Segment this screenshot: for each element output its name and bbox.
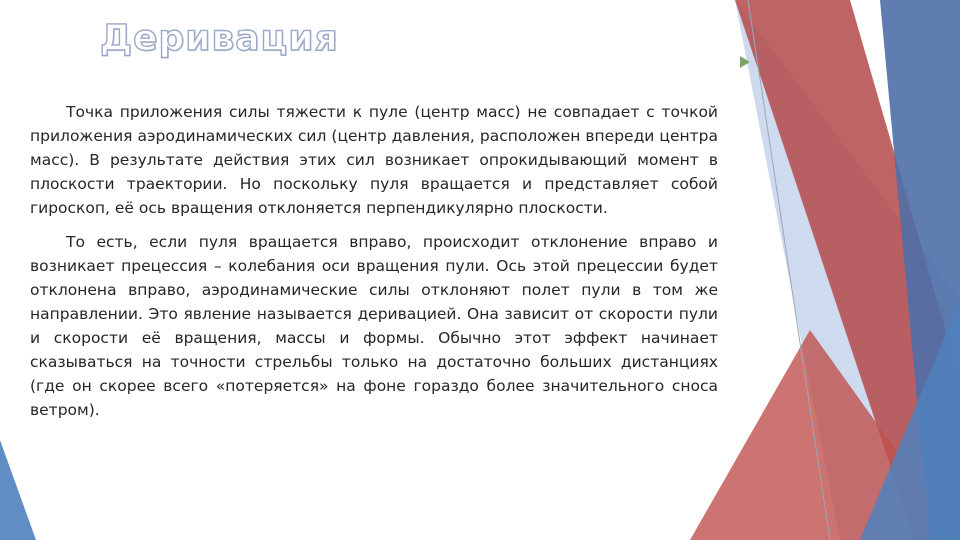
- slide-title: Деривация: [100, 18, 339, 59]
- slide-body: [30, 100, 718, 432]
- paragraph-2: То есть, если пуля вращается вправо, происходит отклонение вправо и возникает прецессия – колебания оси вращения пули. Ось этой прецессии будет отклонена вправо, аэродинамические силы отклоняют полет пули в том же направлении. Это явление называется деривацией. Она зависит от скорости пули и скорости её вращения, массы и формы. Обычно этот эффект начинает сказываться на точности стрельбы только на достаточно больших дистанциях (где он скорее всего «потеряется» на фоне гораздо более значительного сноса ветром).: [30, 233, 718, 419]
- paragraph-1: Точка приложения силы тяжести к пуле (центр масс) не совпадает с точкой приложения аэродинамических сил (центр давления, расположен впереди центра масс). В результате действия этих сил возникает опрокидывающий момент в плоскости траектории. Но поскольку пуля вращается и представляет собой гироскоп, её ось вращения отклоняется перпендикулярно плоскости.: [30, 103, 718, 217]
- left-bottom-blue-shape: [0, 440, 36, 540]
